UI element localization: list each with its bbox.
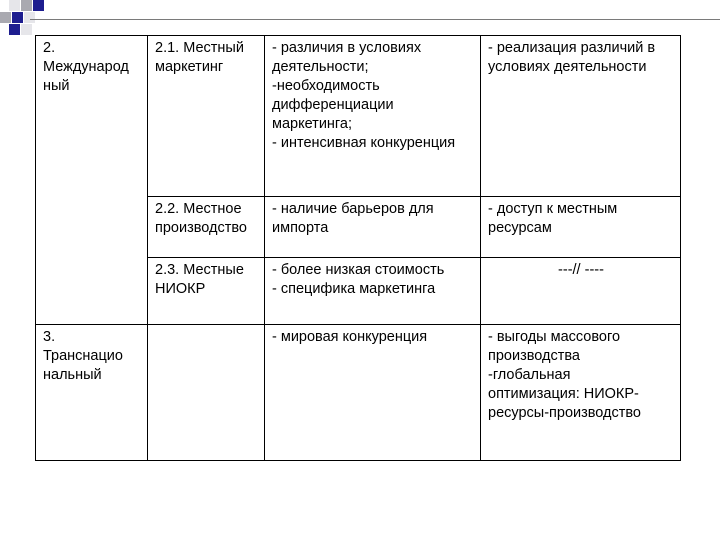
table-cell-type [36, 197, 148, 258]
table-row [36, 325, 681, 461]
header-rule [30, 19, 720, 20]
decor-square-icon [21, 0, 32, 11]
table-cell-conditions: - мировая конкуренция [265, 325, 481, 461]
table-cell-type: 3. Транснацио нальный [36, 325, 148, 461]
decor-square-icon [21, 24, 32, 35]
table-cell-advantages: - доступ к местным ресурсам [481, 197, 681, 258]
table-cell-advantages: ---// ---- [481, 258, 681, 325]
decor-square-icon [12, 12, 23, 23]
table-row [36, 197, 681, 258]
decor-square-icon [9, 24, 20, 35]
table-cell-advantages: - выгоды массового производства -глобальная оптимизация: НИОКР- ресурсы-производство [481, 325, 681, 461]
table-cell-form: 2.1. Местный маркетинг [148, 36, 265, 197]
table-cell-form: 2.2. Местное производство [148, 197, 265, 258]
table-cell-type: 2. Международ ный [36, 36, 148, 197]
decor-square-icon [9, 0, 20, 11]
decor-square-icon [24, 12, 35, 23]
table-cell-conditions: - наличие барьеров для импорта [265, 197, 481, 258]
decor-square-icon [33, 0, 44, 11]
table-row [36, 36, 681, 197]
table-cell-advantages: - реализация различий в условиях деятельности [481, 36, 681, 197]
comparison-table [35, 35, 681, 461]
table-row [36, 258, 681, 325]
table-cell-form: 2.3. Местные НИОКР [148, 258, 265, 325]
table-cell-conditions: - более низкая стоимость - специфика маркетинга [265, 258, 481, 325]
table-cell-conditions: - различия в условиях деятельности; -необходимость дифференциации маркетинга; - интенсивная конкуренция [265, 36, 481, 197]
decor-square-icon [0, 12, 11, 23]
table-cell-form [148, 325, 265, 461]
table-cell-type [36, 258, 148, 325]
